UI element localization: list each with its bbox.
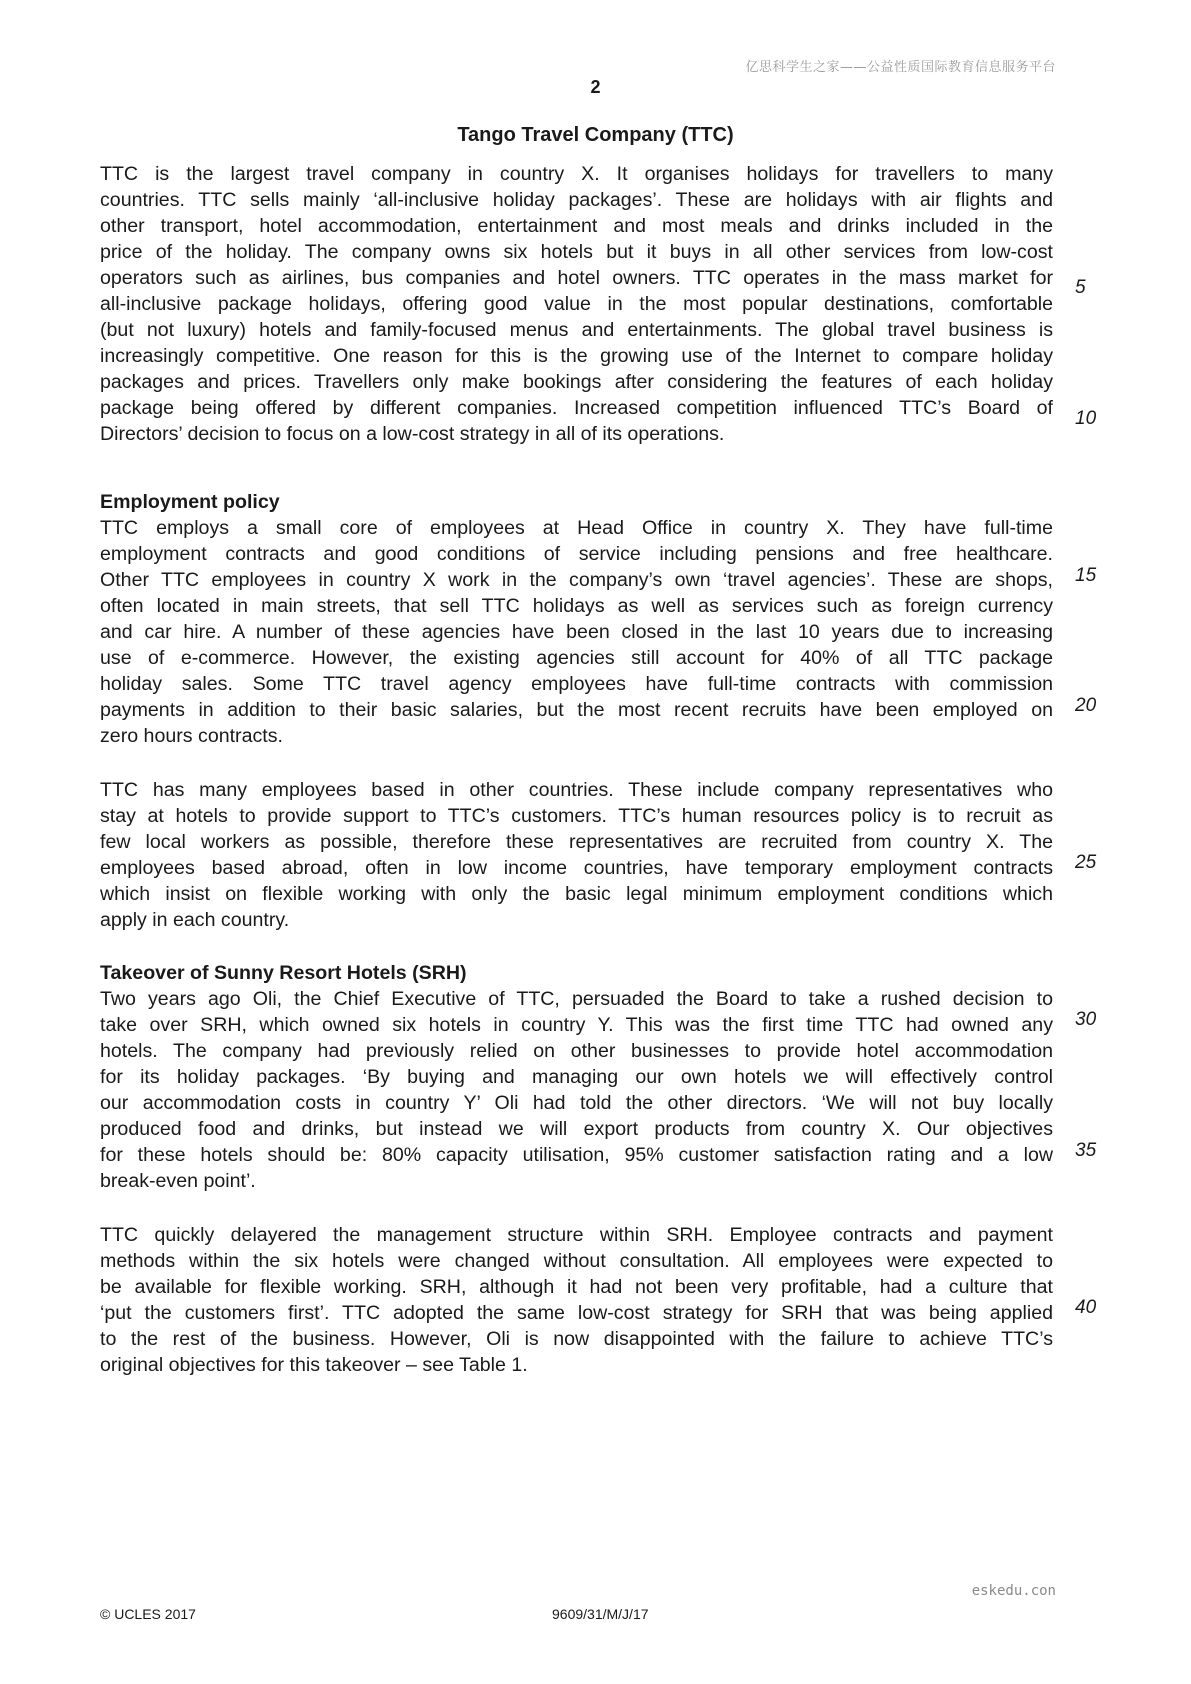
text-line: break-even point’. xyxy=(100,1170,256,1192)
text-line: price of the holiday. The company owns six hotels but it buys in all other services from low-cost xyxy=(100,241,1053,263)
text-line: original objectives for this takeover – see Table 1. xyxy=(100,1354,528,1376)
paragraph-overseas-employees xyxy=(100,777,1053,933)
paragraph-delayering xyxy=(100,1222,1053,1378)
text-line: produced food and drinks, but instead we will export products from country X. Our objectives xyxy=(100,1118,1053,1140)
paragraph-takeover xyxy=(100,986,1053,1194)
footer-copyright: © UCLES 2017 xyxy=(100,1606,196,1622)
line-number: 35 xyxy=(1075,1140,1097,1161)
line-number: 25 xyxy=(1075,852,1097,873)
text-line: holiday sales. Some TTC travel agency employees have full-time contracts with commission xyxy=(100,673,1053,695)
text-line: employees based abroad, often in low income countries, have temporary employment contracts xyxy=(100,857,1053,879)
text-line: TTC has many employees based in other countries. These include company representatives who xyxy=(100,779,1053,801)
text-line: package being offered by different companies. Increased competition influenced TTC’s Board of xyxy=(100,397,1053,419)
page-number: 2 xyxy=(590,77,601,97)
text-line: use of e-commerce. However, the existing agencies still account for 40% of all TTC package xyxy=(100,647,1053,669)
text-line: increasingly competitive. One reason for this is the growing use of the Internet to compare holiday xyxy=(100,345,1053,367)
footer-watermark: eskedu.con xyxy=(971,1583,1056,1599)
text-line: often located in main streets, that sell TTC holidays as well as services such as foreign currency xyxy=(100,595,1053,617)
text-line: hotels. The company had previously relied on other businesses to provide hotel accommodation xyxy=(100,1040,1053,1062)
line-number: 15 xyxy=(1075,565,1097,586)
text-line: payments in addition to their basic salaries, but the most recent recruits have been employed on xyxy=(100,699,1053,721)
text-line: operators such as airlines, bus companies and hotel owners. TTC operates in the mass market for xyxy=(100,267,1053,289)
text-line: Two years ago Oli, the Chief Executive of TTC, persuaded the Board to take a rushed decision to xyxy=(100,988,1053,1010)
text-line: other transport, hotel accommodation, entertainment and most meals and drinks included in the xyxy=(100,215,1053,237)
text-line: to the rest of the business. However, Oli is now disappointed with the failure to achieve TTC’s xyxy=(100,1328,1053,1350)
document-title: Tango Travel Company (TTC) xyxy=(457,124,734,146)
line-number: 10 xyxy=(1075,408,1097,429)
text-line: all-inclusive package holidays, offering good value in the most popular destinations, comfortable xyxy=(100,293,1053,315)
text-line: our accommodation costs in country Y’ Oli had told the other directors. ‘We will not buy locally xyxy=(100,1092,1053,1114)
line-number: 5 xyxy=(1075,277,1086,298)
text-line: take over SRH, which owned six hotels in country Y. This was the first time TTC had owned any xyxy=(100,1014,1053,1036)
footer-paper-code: 9609/31/M/J/17 xyxy=(552,1606,649,1622)
line-number: 20 xyxy=(1075,695,1097,716)
text-line: and car hire. A number of these agencies have been closed in the last 10 years due to increasing xyxy=(100,621,1053,643)
paragraph-intro xyxy=(100,161,1053,447)
text-line: apply in each country. xyxy=(100,909,290,931)
header-watermark: 亿思科学生之家——公益性质国际教育信息服务平台 xyxy=(745,60,1056,75)
text-line: packages and prices. Travellers only make bookings after considering the features of each holiday xyxy=(100,371,1053,393)
section-heading-takeover: Takeover of Sunny Resort Hotels (SRH) xyxy=(100,962,467,984)
text-line: zero hours contracts. xyxy=(100,725,283,747)
text-line: which insist on flexible working with only the basic legal minimum employment conditions which xyxy=(100,883,1053,905)
text-line: ‘put the customers first’. TTC adopted the same low-cost strategy for SRH that was being applied xyxy=(100,1302,1053,1324)
text-line: employment contracts and good conditions of service including pensions and free healthcare. xyxy=(100,543,1053,565)
text-line: be available for flexible working. SRH, although it had not been very profitable, had a culture that xyxy=(100,1276,1053,1298)
text-line: Directors’ decision to focus on a low-cost strategy in all of its operations. xyxy=(100,423,725,445)
text-line: Other TTC employees in country X work in the company’s own ‘travel agencies’. These are shops, xyxy=(100,569,1053,591)
text-line: for its holiday packages. ‘By buying and managing our own hotels we will effectively control xyxy=(100,1066,1053,1088)
text-line: stay at hotels to provide support to TTC’s customers. TTC’s human resources policy is to recruit as xyxy=(100,805,1053,827)
paragraph-employment xyxy=(100,515,1053,749)
text-line: (but not luxury) hotels and family-focused menus and entertainments. The global travel business is xyxy=(100,319,1053,341)
text-line: TTC employs a small core of employees at Head Office in country X. They have full-time xyxy=(100,517,1053,539)
text-line: few local workers as possible, therefore these representatives are recruited from country X. The xyxy=(100,831,1053,853)
text-line: for these hotels should be: 80% capacity utilisation, 95% customer satisfaction rating and a low xyxy=(100,1144,1053,1166)
line-number: 30 xyxy=(1075,1009,1097,1030)
line-number: 40 xyxy=(1075,1297,1097,1318)
text-line: methods within the six hotels were changed without consultation. All employees were expected to xyxy=(100,1250,1053,1272)
text-line: countries. TTC sells mainly ‘all-inclusive holiday packages’. These are holidays with air flights and xyxy=(100,189,1053,211)
text-line: TTC quickly delayered the management structure within SRH. Employee contracts and payment xyxy=(100,1224,1053,1246)
section-heading-employment: Employment policy xyxy=(100,491,280,513)
text-line: TTC is the largest travel company in country X. It organises holidays for travellers to many xyxy=(100,163,1053,185)
